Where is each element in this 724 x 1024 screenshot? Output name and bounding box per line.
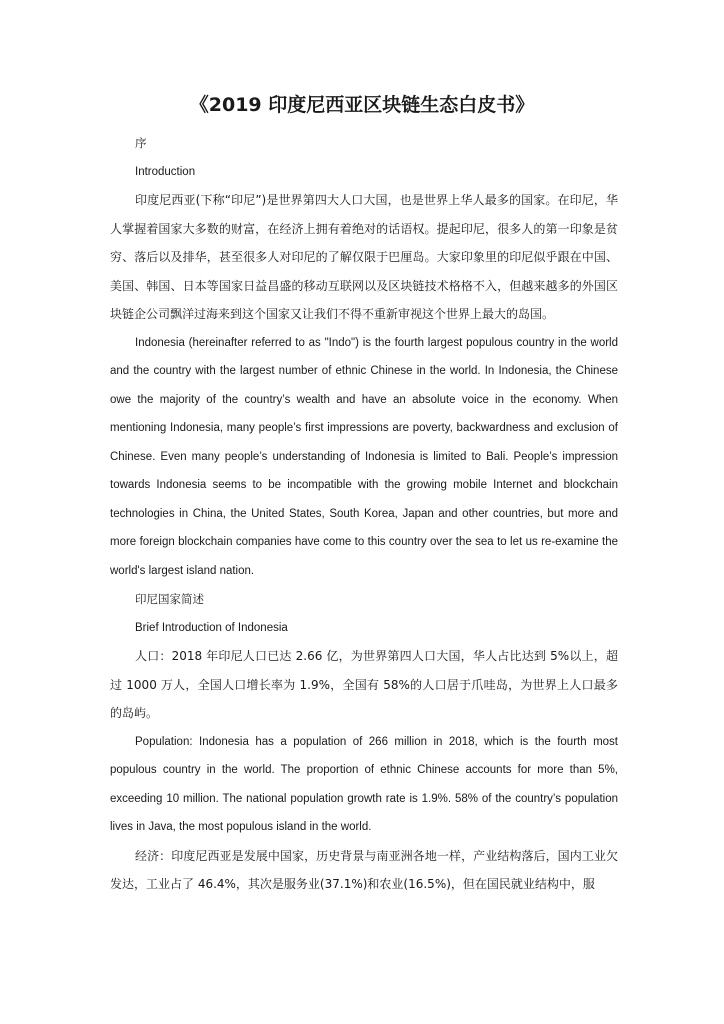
population-paragraph-en: Population: Indonesia has a population of 266 million in 2018, which is the fourth most populous country in the world. The proportion of ethnic Chinese accounts for more than 5%, exceeding 10 million. The national population growth rate is 1.9%. 58% of the country’s population lives in Java, the most populous island in the world. xyxy=(110,735,618,833)
document-title: 《2019 印度尼西亚区块链生态白皮书》 xyxy=(189,94,535,116)
preface-heading: 序 xyxy=(135,136,147,150)
intro-paragraph-en: Indonesia (hereinafter referred to as "Indo") is the fourth largest populous country in the world and the country with the largest number of ethnic Chinese in the world. In Indonesia, the Chinese owe the majority of the country’s wealth and have an absolute voice in the economy. When mentioning Indonesia, many people’s first impressions are poverty, backwardness and exclusion of Chinese. Even many people’s understanding of Indonesia is limited to Bali. People’s impression towards Indonesia seems to be incompatible with the growing mobile Internet and blockchain technologies in China, the United States, South Korea, Japan and other countries, but more and more foreign blockchain companies have come to this country over the sea to let us re-examine the world's largest island nation. xyxy=(110,336,618,577)
brief-heading-zh: 印尼国家简述 xyxy=(135,592,204,606)
population-paragraph-zh: 人口：2018 年印尼人口已达 2.66 亿，为世界第四人口大国，华人占比达到 5%以上，超过 1000 万人，全国人口增长率为 1.9%，全国有 58%的人口居于爪哇岛，为世界上人口最多的岛屿。 xyxy=(110,649,618,720)
document-body xyxy=(110,129,618,899)
introduction-heading: Introduction xyxy=(135,165,196,178)
intro-paragraph-zh: 印度尼西亚(下称“印尼”)是世界第四大人口大国，也是世界上华人最多的国家。在印尼，华人掌握着国家大多数的财富，在经济上拥有着绝对的话语权。提起印尼，很多人的第一印象是贫穷、落后以及排华，甚至很多人对印尼的了解仅限于巴厘岛。大家印象里的印尼似乎跟在中国、美国、韩国、日本等国家日益昌盛的移动互联网以及区块链技术格格不入，但越来越多的外国区块链企公司飘洋过海来到这个国家又让我们不得不重新审视这个世界上最大的岛国。 xyxy=(110,193,618,321)
brief-heading-en: Brief Introduction of Indonesia xyxy=(135,621,288,634)
economy-paragraph-zh: 经济：印度尼西亚是发展中国家，历史背景与南亚洲各地一样，产业结构落后，国内工业欠发达，工业占了 46.4%，其次是服务业(37.1%)和农业(16.5%)，但在国民就业结构中，服 xyxy=(110,848,618,891)
